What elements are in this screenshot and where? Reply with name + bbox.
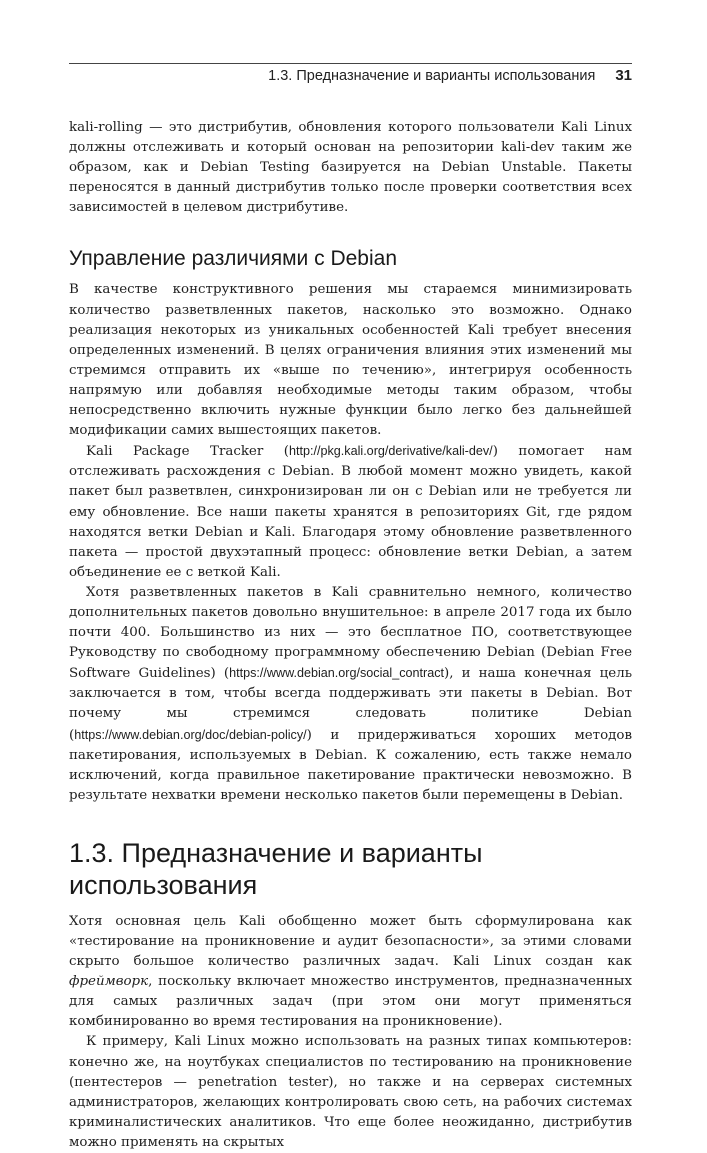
text-segment: Хотя основная цель Kali обобщенно может быть сформулирована как «тестирование на проникновение и аудит безопасности», за этими словами скрыто большое количество различных задач. Kali Linux создан как <box>69 913 632 970</box>
running-title: 1.3. Предназначение и варианты использования <box>268 68 596 84</box>
page-body <box>69 118 632 1153</box>
text-segment: ) помогает нам отслеживать расхождения с Debian. В любой момент можно увидеть, какой пакет был разветвлен, синхронизирован ли он с Debian или не требуется ли ему обновление. Все наши пакеты хранятся в репозиториях Git, где рядом находятся ветки Debian и Kali. Благодаря этому обновление разветвленного пакета — простой двухэтапный процесс: обновление ветки Debian, а затем объединение ее с веткой Kali. <box>69 444 633 580</box>
paragraph-purpose <box>69 912 632 1033</box>
page-number: 31 <box>615 67 632 84</box>
emphasis-framework: фреймворк <box>69 974 149 990</box>
paragraph-additional-packages <box>69 583 632 806</box>
paragraph-forked-packages: В качестве конструктивного решения мы стараемся минимизировать количество разветвленных пакетов, насколько это возможно. Однако реализация некоторых из уникальных особенностей Kali требует внесения определенных изменений. В целях ограничения влияния этих изменений мы стремимся отправить их «выше по течению», интегрируя особенность напрямую или добавляя необходимые методы таким образом, чтобы непосредственно включить нужные функции было легко без дальнейшей модификации самих вышестоящих пакетов. <box>69 282 632 439</box>
text-segment: , поскольку включает множество инструментов, предназначенных для самых различных задач (при этом они могут применяться комбинированно во время тестирования на проникновение). <box>69 974 632 1030</box>
text-segment: ) и придерживаться хороших методов пакетирования, используемых в Debian. К сожалению, есть также немало исключений, когда правильное пакетирование практически невозможно. В результате нехватки времени несколько пакетов были перемещены в Debian. <box>69 727 632 803</box>
text-segment: ), и наша конечная цель заключается в том, чтобы всегда поддерживать эти пакеты в Debian. Вот почему мы стремимся следовать политике Debian ( <box>69 666 632 743</box>
header-rule <box>69 63 632 64</box>
url-kali-package-tracker: http://pkg.kali.org/derivative/kali-dev/ <box>288 444 493 459</box>
paragraph-kali-rolling: kali-rolling — это дистрибутив, обновления которого пользователи Kali Linux должны отслеживать и который основан на репозитории kali-dev таким же образом, как и Debian Testing базируется на Debian Unstable. Пакеты переносятся в данный дистрибутив только после проверки соответствия всех зависимостей в целевом дистрибутиве. <box>69 120 632 216</box>
running-header <box>69 67 632 87</box>
url-debian-policy: https://www.debian.org/doc/debian-policy/ <box>74 727 307 742</box>
text-segment: Хотя разветвленных пакетов в Kali сравнительно немного, количество дополнительных пакетов довольно внушительное: в апреле 2017 года их было почти 400. Большинство из них — это бесплатное ПО, соответствующее Руководству по свободному программному обеспечению Debian (Debian Free Software Guidelines) ( <box>69 584 632 682</box>
paragraph-use-cases: К примеру, Kali Linux можно использовать на разных типах компьютеров: конечно же, на ноутбуках специалистов по тестированию на проникновение (пентестеров — penetration tester), но также и на серверах системных администраторов, желающих контролировать свою сеть, на рабочих системах криминалистических аналитиков. Что еще более неожиданно, дистрибутив можно применять на скрытых <box>69 1034 632 1150</box>
text-segment: Kali Package Tracker ( <box>86 444 289 460</box>
subheading-debian-differences: Управление различиями с Debian <box>69 247 398 271</box>
section-heading: 1.3. Предназначение и варианты использования <box>69 837 483 900</box>
paragraph-package-tracker <box>69 441 632 583</box>
url-debian-social-contract: https://www.debian.org/social_contract <box>229 666 444 681</box>
